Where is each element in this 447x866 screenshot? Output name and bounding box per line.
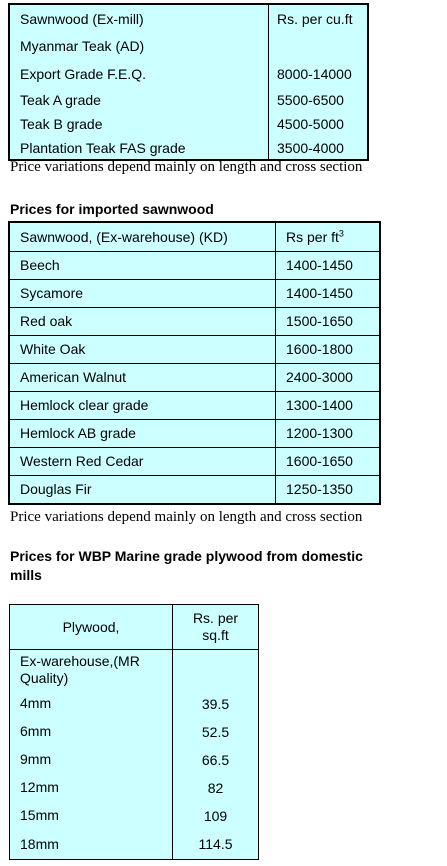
table-row <box>9 136 368 160</box>
table-cell <box>173 650 259 690</box>
section-heading-line: mills <box>10 567 42 583</box>
table-row <box>9 112 368 136</box>
column-header: Rs per $ft^3$ <box>276 222 381 251</box>
domestic-sawnwood-table <box>8 3 369 161</box>
table-cell <box>269 32 369 60</box>
table-cell: 39.5 <box>173 690 259 718</box>
table-cell: 6mm <box>10 718 173 746</box>
table-cell: 52.5 <box>173 718 259 746</box>
section-heading-line: Prices for WBP Marine grade plywood from domestic <box>10 548 363 564</box>
table-row <box>9 32 368 60</box>
table-cell: 1400-1450 <box>276 279 381 307</box>
table-row <box>9 251 380 279</box>
table-cell: 1250-1350 <box>276 475 381 504</box>
table-cell: Teak A grade <box>20 92 101 108</box>
table-cell: 66.5 <box>173 746 259 774</box>
table-row <box>9 391 380 419</box>
table-cell: 2400-3000 <box>276 363 381 391</box>
table-cell: American Walnut <box>9 363 276 391</box>
table-cell: 3500-4000 <box>269 136 369 160</box>
table-cell: 18mm <box>10 830 173 860</box>
table-row <box>10 830 259 860</box>
table-row <box>10 746 259 774</box>
column-header <box>173 605 259 650</box>
column-header: Sawnwood (Ex-mill) <box>20 10 144 27</box>
table-cell: White Oak <box>9 335 276 363</box>
table-row <box>10 774 259 802</box>
section-heading: Prices for imported sawnwood <box>10 201 214 217</box>
table-row <box>10 690 259 718</box>
table-row <box>10 802 259 830</box>
column-header: Sawnwood, (Ex-warehouse) (KD) <box>9 222 276 251</box>
imported-sawnwood-table <box>8 221 381 505</box>
table-header-row <box>9 222 380 251</box>
table-cell: 1600-1800 <box>276 335 381 363</box>
table-cell: 1500-1650 <box>276 307 381 335</box>
table-cell: 1400-1450 <box>276 251 381 279</box>
table-cell: Myanmar Teak (AD) <box>20 38 145 54</box>
table-row <box>9 88 368 112</box>
cell-line: Ex-warehouse,(MR <box>20 652 140 669</box>
cell-line: Quality) <box>20 669 69 686</box>
table-cell: 4mm <box>10 690 173 718</box>
column-header-line: Rs. per <box>192 610 239 626</box>
table-row <box>10 650 259 690</box>
table-row <box>10 718 259 746</box>
table-cell: 82 <box>173 774 259 802</box>
table-cell: 9mm <box>10 746 173 774</box>
table-row <box>9 447 380 475</box>
table-cell: 1300-1400 <box>276 391 381 419</box>
table-cell: Plantation Teak FAS grade <box>20 139 186 156</box>
table-cell: Sycamore <box>9 279 276 307</box>
table-cell: 1200-1300 <box>276 419 381 447</box>
table-cell: Teak B grade <box>20 116 103 132</box>
table-cell: 1600-1650 <box>276 447 381 475</box>
table-cell: Douglas Fir <box>20 481 92 498</box>
table-cell: Hemlock AB grade <box>9 419 276 447</box>
table-cell: Western Red Cedar <box>9 447 276 475</box>
table-cell: Red oak <box>9 307 276 335</box>
table-header-row <box>9 4 368 32</box>
table-cell: 15mm <box>10 802 173 830</box>
table-row <box>9 475 380 504</box>
table-row <box>9 419 380 447</box>
table-cell: 12mm <box>10 774 173 802</box>
table-row <box>9 307 380 335</box>
table-row <box>9 335 380 363</box>
table-cell: 5500-6500 <box>269 88 369 112</box>
plywood-price-table <box>9 604 259 860</box>
table-cell: 4500-5000 <box>269 112 369 136</box>
table-row <box>9 60 368 88</box>
table-header-row <box>10 605 259 650</box>
table-cell: Hemlock clear grade <box>9 391 276 419</box>
table-cell: Beech <box>9 251 276 279</box>
price-note: Price variations depend mainly on length and cross section <box>10 159 363 175</box>
table-cell <box>10 650 173 690</box>
table-cell: 114.5 <box>173 830 259 860</box>
column-header: Plywood, <box>10 605 173 650</box>
column-header: Rs. per cu.ft <box>269 4 369 32</box>
section-heading <box>10 547 363 585</box>
table-row <box>9 363 380 391</box>
price-note: Price variations depend mainly on length and cross section <box>10 509 363 525</box>
table-cell: 8000-14000 <box>269 60 369 88</box>
table-row <box>9 279 380 307</box>
column-header-line: sq.ft <box>202 627 229 643</box>
table-cell: 109 <box>173 802 259 830</box>
table-cell: Export Grade F.E.Q. <box>20 66 147 82</box>
